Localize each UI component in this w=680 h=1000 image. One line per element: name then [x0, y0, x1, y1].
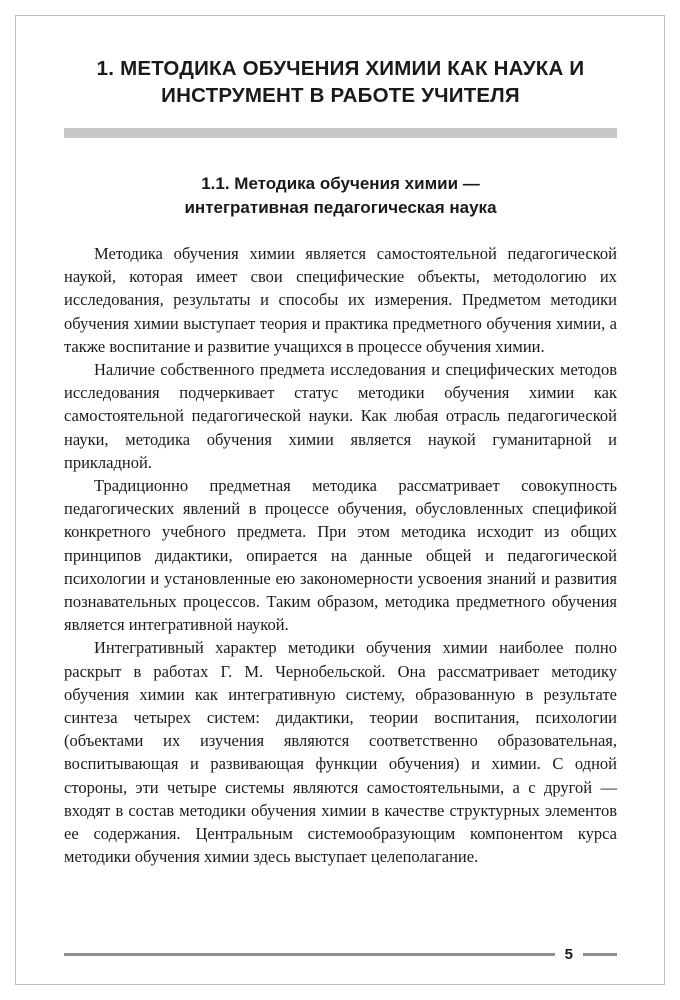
- page-number: 5: [564, 946, 573, 963]
- page-content: [64, 15, 617, 985]
- section-title: 1.1. Методика обучения химии — интегративная педагогическая наука: [184, 174, 497, 217]
- paragraph-3: Традиционно предметная методика рассматривает совокупность педагогических явлений в процессе обучения, обусловленных спецификой конкретного учебного предмета. При этом методика исходит из общих принципов дидактики, опирается на данные общей и педагогической психологии и установленные ею закономерности усвоения знаний и развития познавательных процессов. Таким образом, методика предметного обучения является интегративной наукой.: [64, 476, 617, 635]
- body-text: [64, 242, 617, 868]
- chapter-divider-bar: [64, 128, 617, 138]
- footer-rule-right: [583, 953, 617, 956]
- page-footer: [64, 946, 617, 963]
- footer-rule-left: [64, 953, 555, 956]
- paragraph-1: Методика обучения химии является самостоятельной педагогической наукой, которая имеет свои специфические объекты, методологию их исследования, результаты и способы их измерения. Предметом методики обучения химии выступает теория и практика предметного обучения химии, а также воспитание и развитие учащихся в процессе обучения химии.: [64, 244, 617, 356]
- paragraph-2: Наличие собственного предмета исследования и специфических методов исследования подчеркивает статус методики обучения химии как самостоятельной педагогической науки. Как любая отрасль педагогической науки, методика обучения химии является наукой гуманитарной и прикладной.: [64, 360, 617, 472]
- chapter-title: 1. МЕТОДИКА ОБУЧЕНИЯ ХИМИИ КАК НАУКА И ИНСТРУМЕНТ В РАБОТЕ УЧИТЕЛЯ: [96, 57, 585, 107]
- paragraph-4: Интегративный характер методики обучения химии наиболее полно раскрыт в работах Г. М. Чернобельской. Она рассматривает методику обучения химии как интегративную систему, образованную в результате синтеза четырех систем: дидактики, теории воспитания, психологии (объектами их изучения являются соответственно образовательная, воспитывающая и развивающая функции обучения) и химии. С одной стороны, эти четыре системы являются самостоятельными, а с другой — входят в состав методики обучения химии в качестве структурных элементов ее содержания. Центральным системообразующим компонентом курса методики обучения химии здесь выступает целеполагание.: [64, 638, 617, 867]
